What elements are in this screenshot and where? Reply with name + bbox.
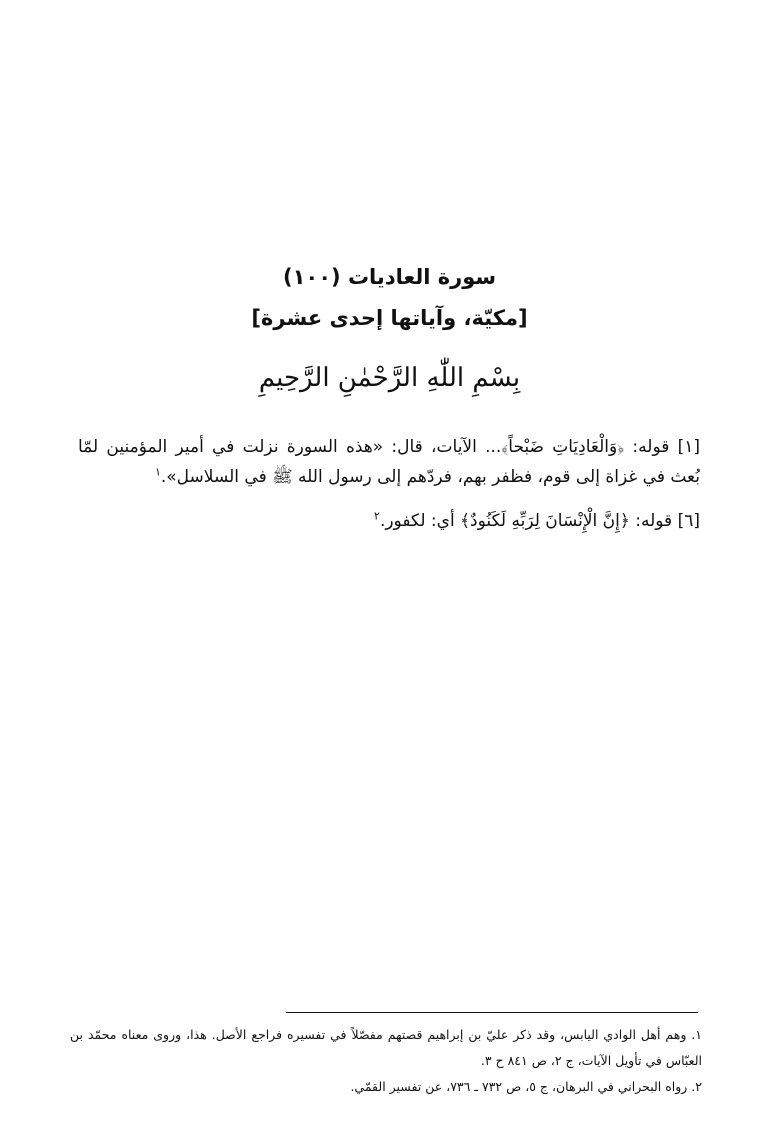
footnote-divider — [286, 1012, 698, 1013]
commentary-body — [78, 432, 700, 550]
footnote-ref-2[interactable]: ٢ — [374, 509, 380, 523]
footnote-2: ٢. رواه البحراني في البرهان، ج ٥، ص ٧٣٢ ـ ٧٣٦، عن تفسير القمّي. — [350, 1079, 702, 1094]
basmala-calligraphy: بِسْمِ اللّٰهِ الرَّحْمٰنِ الرَّحِيمِ — [258, 363, 521, 393]
footnote-ref-1[interactable]: ١ — [154, 465, 161, 479]
surah-title: سورة العاديات (١٠٠) — [282, 265, 497, 289]
commentary-paragraph-2 — [78, 506, 700, 536]
commentary-paragraph-1 — [78, 432, 700, 492]
paragraph-1-text: [١] قوله: ﴿وَالْعَادِيَاتِ ضَبْحاً﴾... الآيات، قال: «هذه السورة نزلت في أمير المؤمنين لمّا بُعث في غزاة إلى قوم، فظفر بهم، فردّهم إلى رسول الله ﷺ في السلاسل». — [78, 437, 700, 487]
paragraph-2-text: [٦] قوله: ﴿إِنَّ الْإِنْسَانَ لِرَبِّهِ لَكَنُودٌ﴾ أي: لكفور. — [379, 511, 700, 531]
surah-subtitle: [مكيّة، وآياتها إحدى عشرة] — [251, 306, 528, 330]
footnotes-section — [70, 1022, 702, 1100]
footnote-1: ١. وهم أهل الوادي اليابس، وقد ذكر عليّ بن إبراهيم قصتهم مفصّلاً في تفسيره فراجع الأصل. هذا، وروى معناه محمّد بن العبّاس في تأويل الآيات، ج ٢، ص ٨٤١ ح ٣. — [70, 1027, 702, 1068]
